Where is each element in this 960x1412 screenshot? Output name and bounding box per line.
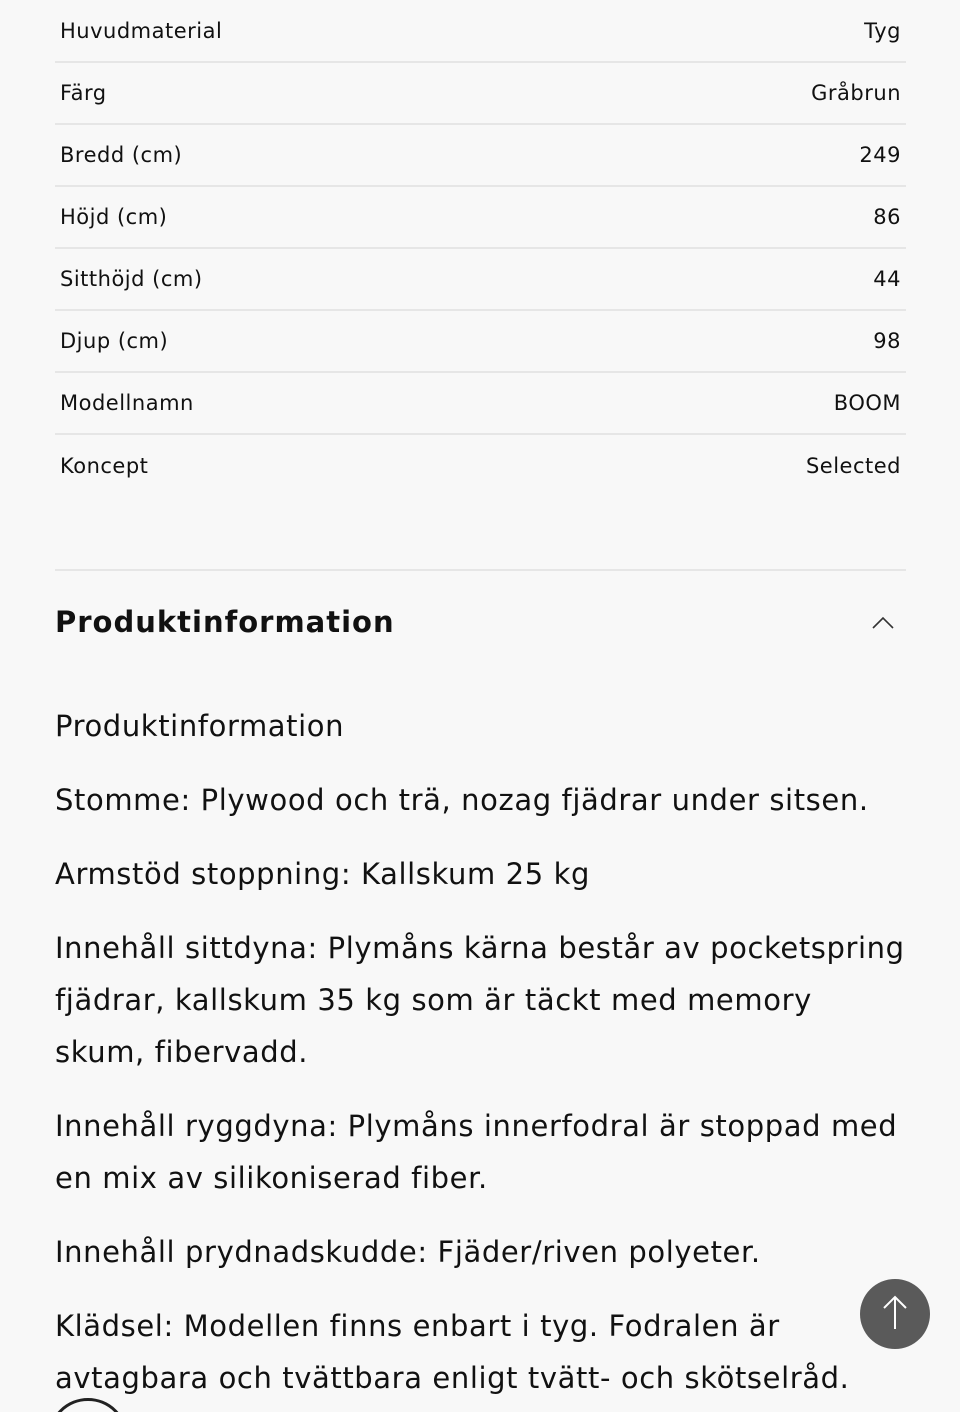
spec-label: Huvudmaterial [60, 18, 223, 43]
spec-row [55, 249, 906, 311]
spec-row [55, 373, 906, 435]
spec-label: Färg [60, 81, 107, 105]
spec-label: Bredd (cm) [60, 143, 183, 167]
spec-value: Selected [805, 454, 901, 478]
spec-label: Modellnamn [60, 391, 194, 415]
content-paragraph: Stomme: Plywood och trä, nozag fjädrar under sitsen. [55, 783, 869, 817]
content-heading: Produktinformation [55, 709, 345, 743]
spec-row [55, 125, 906, 187]
spec-value: 86 [873, 205, 901, 229]
spec-row [55, 311, 906, 373]
content-paragraph: Armstöd stoppning: Kallskum 25 kg [55, 857, 590, 891]
content-paragraph: Innehåll ryggdyna: Plymåns innerfodral är stoppad med en mix av silikoniserad fiber. [55, 1109, 898, 1195]
spec-label: Koncept [60, 454, 149, 478]
spec-value: BOOM [833, 391, 901, 415]
content-paragraph: Innehåll sittdyna: Plymåns kärna består av pocketspring fjädrar, kallskum 35 kg som är täckt med memory skum, fibervadd. [55, 931, 905, 1069]
spec-table [55, 0, 906, 497]
spec-value: 98 [873, 329, 901, 353]
spec-row [55, 435, 906, 497]
chevron-up-icon [872, 611, 894, 633]
section-divider [55, 569, 906, 571]
spec-label: Djup (cm) [60, 329, 169, 353]
arrow-up-icon [880, 1293, 910, 1335]
spec-value: 44 [873, 267, 901, 291]
content-paragraph: Klädsel: Modellen finns enbart i tyg. Fodralen är avtagbara och tvättbara enligt tvätt- och skötselråd. [55, 1309, 850, 1395]
spec-value: Tyg [864, 18, 901, 43]
content-paragraph: Innehåll prydnadskudde: Fjäder/riven polyeter. [55, 1235, 761, 1269]
spec-value: 249 [859, 143, 901, 167]
spec-value: Gråbrun [811, 81, 901, 105]
spec-label: Sitthöjd (cm) [60, 267, 203, 291]
accordion-title: Produktinformation [55, 605, 395, 639]
scroll-to-top-button[interactable] [860, 1279, 930, 1349]
spec-label: Höjd (cm) [60, 205, 168, 229]
spec-row [55, 63, 906, 125]
product-info-content [55, 700, 906, 1412]
accordion-toggle-produktinformation[interactable] [55, 590, 906, 654]
spec-row [55, 0, 906, 63]
spec-row [55, 187, 906, 249]
